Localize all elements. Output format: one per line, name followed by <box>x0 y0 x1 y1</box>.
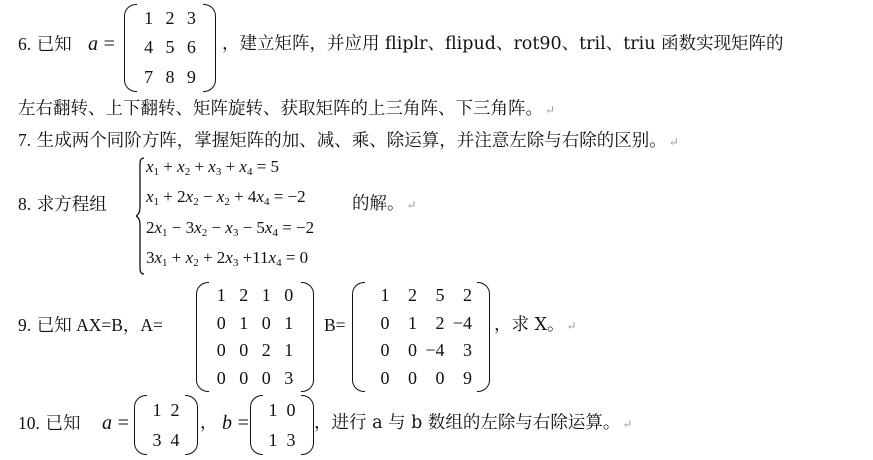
matrix-cell: 0 <box>261 367 271 388</box>
matrix-right-bracket <box>301 282 314 392</box>
matrix-cell: 1 <box>216 285 226 306</box>
equals-sign: = <box>117 412 129 434</box>
matrix-cell: 0 <box>435 367 445 388</box>
question-10-tail <box>314 412 632 435</box>
matrix-cell: 2 <box>408 285 417 306</box>
question-number: 6. <box>18 34 32 54</box>
paragraph-mark: ↵ <box>545 103 556 117</box>
equals-sign: = <box>237 412 249 434</box>
matrix-cell: 3 <box>152 429 162 450</box>
matrix-cell: 1 <box>261 285 271 306</box>
matrix-cell: 3 <box>286 429 296 450</box>
matrix-cell: 0 <box>380 367 390 388</box>
matrix-right-bracket <box>203 4 216 92</box>
question-lead: 已知 AX=B，A= <box>36 315 163 335</box>
matrix-left-bracket <box>250 395 263 455</box>
question-number: 9. <box>18 315 32 335</box>
matrix-cell: 0 <box>261 312 271 333</box>
question-text: 生成两个同阶方阵，掌握矩阵的加、减、乘、除运算，并注意左除与右除的区别。 <box>36 131 667 151</box>
question-7-line <box>18 129 679 153</box>
matrix-cell: 1 <box>268 429 278 450</box>
matrix-cell: −4 <box>452 312 472 333</box>
question-6-line <box>18 33 72 56</box>
matrix-cell: 1 <box>152 399 162 420</box>
matrix-b-2x2 <box>250 395 314 455</box>
matrix-left-bracket <box>124 4 137 92</box>
matrix-a-label <box>102 412 129 435</box>
matrix-cell: 1 <box>380 285 390 306</box>
matrix-cell: 4 <box>144 37 154 58</box>
continuation-text: 左右翻转、上下翻转、矩阵旋转、获取矩阵的上三角阵、下三角阵。 <box>18 99 543 119</box>
question-tail: 的解。 <box>352 194 405 214</box>
matrix-cell: 6 <box>186 37 196 58</box>
question-tail: ，进行 a 与 b 数组的左除与右除运算。 <box>314 413 621 433</box>
question-10-line <box>18 412 80 435</box>
matrix-cell: 0 <box>216 312 226 333</box>
matrix-cell: 9 <box>186 66 196 87</box>
question-lead: 已知 <box>36 35 72 55</box>
matrix-b-label: B= <box>324 315 346 335</box>
paragraph-mark: ↵ <box>622 417 633 431</box>
matrix-cell: 0 <box>239 367 249 388</box>
question-8-tail <box>352 193 417 216</box>
matrix-cell: 0 <box>408 367 417 388</box>
matrix-cell: 2 <box>435 312 445 333</box>
paragraph-mark: ↵ <box>566 319 577 333</box>
matrix-cell: 2 <box>170 399 180 420</box>
matrix-right-bracket <box>185 395 198 455</box>
left-brace-icon <box>136 157 146 275</box>
matrix-cell: 1 <box>144 8 154 29</box>
matrix-cell: 0 <box>408 340 417 361</box>
separator-comma: ， <box>200 413 218 433</box>
equation-row: $2x_1 - 3x_2 - x_3 - 5x_4 = -2$ <box>146 218 315 239</box>
matrix-cell: 0 <box>380 312 390 333</box>
matrix-right-bracket <box>477 282 490 392</box>
question-lead: 求方程组 <box>36 195 107 215</box>
matrix-cell: 2 <box>239 285 249 306</box>
matrix-cell: 5 <box>435 285 445 306</box>
matrix-left-bracket <box>134 395 147 455</box>
matrix-cell: 1 <box>239 312 249 333</box>
matrix-cell: 1 <box>268 399 278 420</box>
matrix-cell: 0 <box>286 399 296 420</box>
matrix-cell: 9 <box>463 367 472 388</box>
matrix-cell: 8 <box>165 66 175 87</box>
matrix-left-bracket <box>352 282 365 392</box>
matrix-a-label <box>88 33 115 56</box>
matrix-cell: 2 <box>463 285 472 306</box>
question-number: 10. <box>18 413 40 433</box>
matrix-cell: 3 <box>186 8 196 29</box>
matrix-cell: 7 <box>144 66 154 87</box>
matrix-b <box>352 282 490 392</box>
question-9-tail <box>494 314 577 337</box>
matrix-cell: 0 <box>216 340 226 361</box>
question-6-continuation <box>18 98 555 121</box>
matrix-cell: 4 <box>170 429 180 450</box>
variable-a: a <box>102 412 112 434</box>
matrix-a-2x2 <box>134 395 198 455</box>
question-6-tail: ，建立矩阵，并应用 fliplr、flipud、rot90、tril、triu 函数实现矩阵的 <box>222 34 784 54</box>
matrix-cell: 2 <box>261 340 271 361</box>
matrix-cell: 5 <box>165 37 175 58</box>
matrix-b-label <box>222 412 249 435</box>
question-number: 8. <box>18 194 32 214</box>
question-8-line <box>18 193 107 216</box>
matrix-cell: 1 <box>284 312 294 333</box>
paragraph-mark: ↵ <box>406 198 417 212</box>
question-number: 7. <box>18 130 32 150</box>
matrix-cell: 2 <box>165 8 175 29</box>
variable-a: a <box>88 33 98 55</box>
question-tail: ，求 X。 <box>494 315 565 335</box>
matrix-cell: 3 <box>284 367 294 388</box>
matrix-q6 <box>124 4 216 92</box>
equation-row: $x_1 + 2x_2 - x_2 + 4x_4 = -2$ <box>146 187 306 208</box>
matrix-cell: 0 <box>239 340 249 361</box>
matrix-cell: 1 <box>284 340 294 361</box>
matrix-cell: 0 <box>216 367 226 388</box>
question-9-line <box>18 314 163 337</box>
matrix-left-bracket <box>196 282 209 392</box>
matrix-cell: 1 <box>408 312 417 333</box>
question-lead: 已知 <box>45 414 81 434</box>
equation-system <box>136 157 356 275</box>
equals-sign: = <box>103 33 115 55</box>
variable-b: b <box>222 412 232 434</box>
matrix-cell: 0 <box>284 285 294 306</box>
paragraph-mark: ↵ <box>668 135 679 149</box>
matrix-cell: 0 <box>380 340 390 361</box>
matrix-right-bracket <box>301 395 314 455</box>
matrix-cell: −4 <box>425 340 445 361</box>
equation-row: $x_1 + x_2 + x_3 + x_4 = 5$ <box>146 157 280 178</box>
matrix-cell: 3 <box>463 340 472 361</box>
matrix-a <box>196 282 314 392</box>
equation-row: $3x_1 + x_2 + 2x_3 +11x_4 = 0$ <box>146 248 309 269</box>
